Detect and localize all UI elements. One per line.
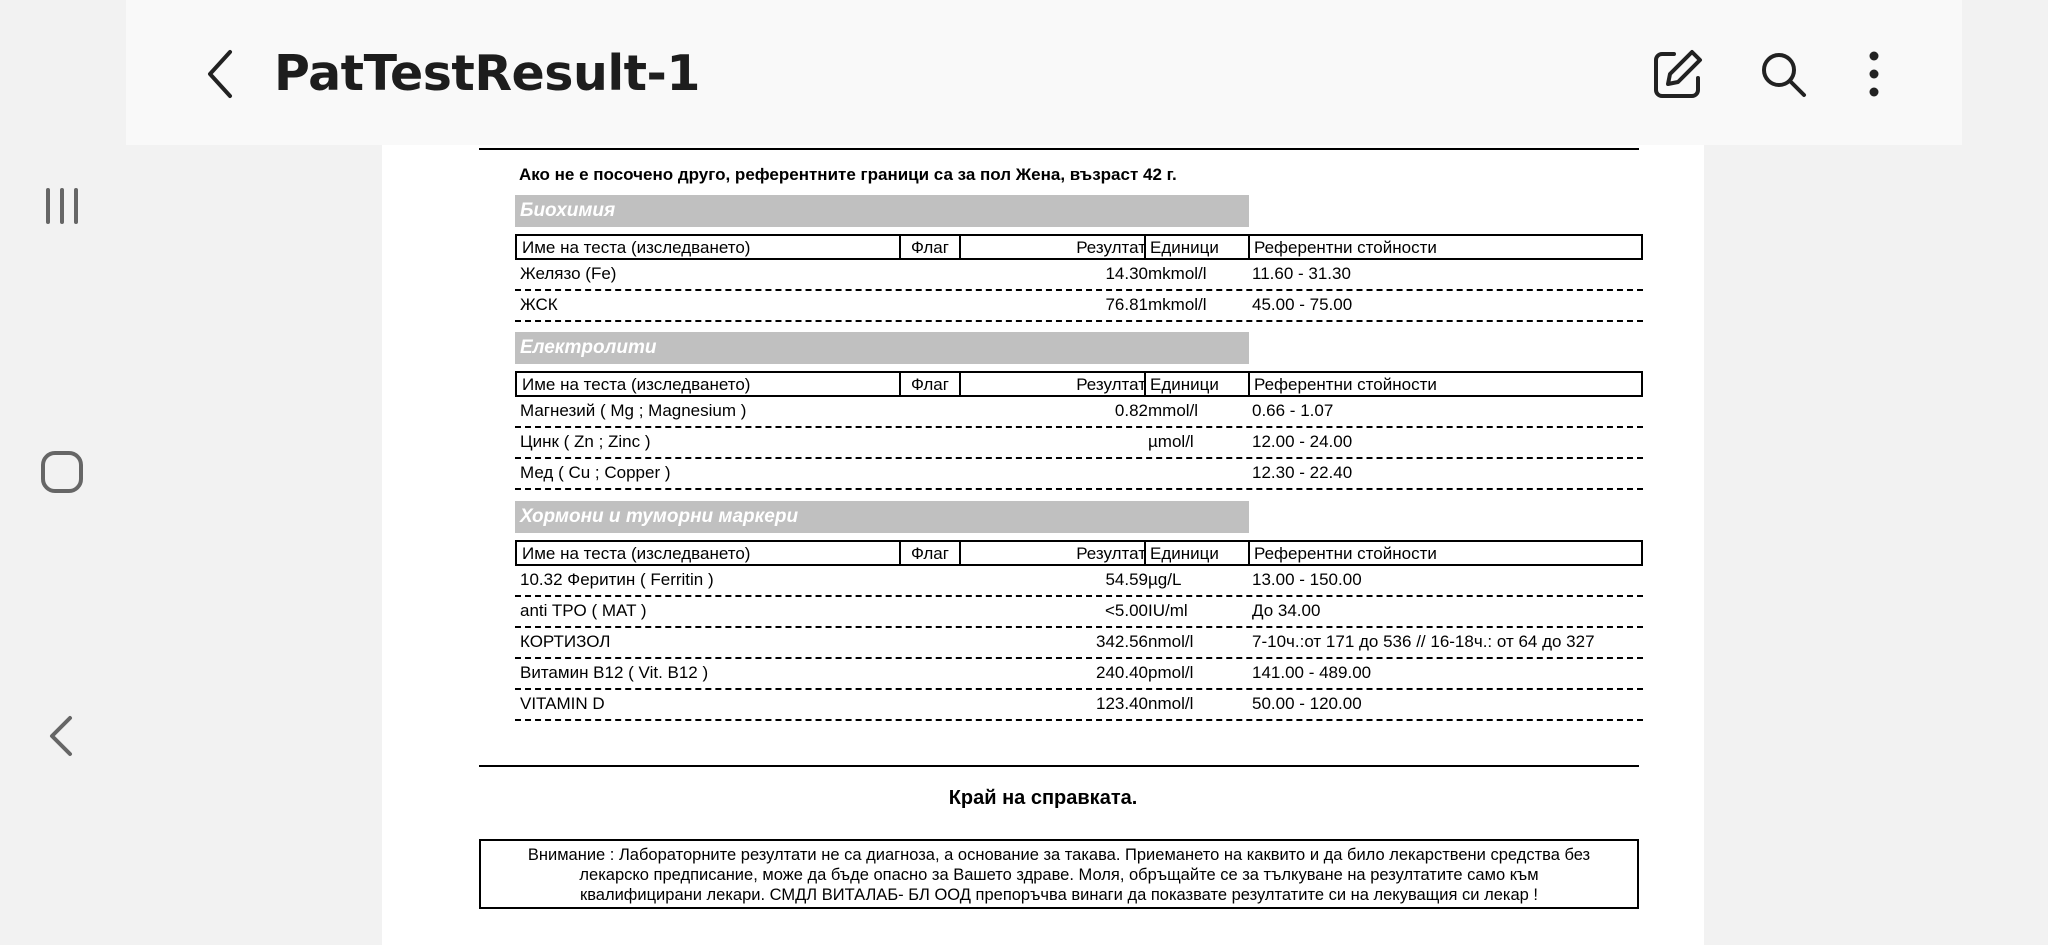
table-header [515,371,1643,397]
test-name-cell: Витамин B12 ( Vit. B12 ) [520,663,709,682]
home-button[interactable] [26,436,98,508]
unit-cell: mkmol/l [1148,264,1207,283]
column-divider [959,542,961,564]
result-cell: 0.82 [1114,401,1148,420]
col-header-flag: Флаг [911,544,949,563]
unit-cell: IU/ml [1148,601,1188,620]
reference-range-cell: 11.60 - 31.30 [1252,264,1351,283]
unit-cell: pmol/l [1148,663,1194,682]
col-header-result: Резултат [1076,544,1146,563]
col-header-result: Резултат [1076,238,1146,257]
test-name-cell: ЖСК [520,295,558,314]
table-row [515,260,1643,291]
bottom-rule [479,765,1639,767]
col-header-result: Резултат [1076,375,1146,394]
test-name-cell: Цинк ( Zn ; Zinc ) [520,432,651,451]
col-header-name: Име на теста (изследването) [522,238,751,257]
test-name-cell: Мед ( Cu ; Copper ) [520,463,671,482]
unit-cell: µmol/l [1148,432,1194,451]
system-nav-rail [0,0,126,945]
reference-range-cell: 12.00 - 24.00 [1252,432,1353,451]
section-title: Електролити [515,332,1249,364]
recent-apps-icon [40,184,84,228]
table-header [515,540,1643,566]
edit-button[interactable] [1640,36,1716,112]
unit-cell: mmol/l [1148,401,1199,420]
result-cell: <5.00 [1104,601,1148,620]
result-cell: 76.81 [1105,295,1148,314]
test-name-cell: VITAMIN D [520,694,605,713]
result-cell: 123.40 [1096,694,1148,713]
column-divider [899,542,901,564]
column-divider [959,236,961,258]
test-name-cell: anti TPO ( MAT ) [520,601,647,620]
column-divider [1248,236,1250,258]
column-divider [1144,542,1146,564]
top-rule [479,148,1639,150]
chevron-left-icon [200,46,240,102]
section-title: Биохимия [515,195,1249,227]
col-header-unit: Единици [1150,544,1219,563]
home-icon [38,448,86,496]
page-title: PatTestResult-1 [274,45,700,102]
reference-note: Ако не е посочено друго, референтните граници са за пол Жена, възраст 42 г. [519,165,1177,184]
table-header [515,234,1643,260]
more-options-button[interactable] [1836,36,1912,112]
col-header-name: Име на теста (изследването) [522,375,751,394]
reference-range-cell: 13.00 - 150.00 [1252,570,1362,589]
column-divider [1144,236,1146,258]
result-cell: 54.59 [1105,570,1148,589]
header-back-button[interactable] [184,38,256,110]
reference-range-cell: 0.66 - 1.07 [1252,401,1334,420]
col-header-ref: Референтни стойности [1254,375,1437,394]
report-end-title: Край на справката. [948,787,1138,809]
col-header-ref: Референтни стойности [1254,238,1437,257]
reference-range-cell: 50.00 - 120.00 [1252,694,1362,713]
section-title: Хормони и туморни маркери [515,501,1249,533]
reference-range-cell: 7-10ч.:от 171 до 536 // 16-18ч.: от 64 до 327 [1252,632,1595,651]
unit-cell: nmol/l [1148,632,1194,651]
reference-range-cell: До 34.00 [1252,601,1321,620]
column-divider [899,236,901,258]
search-icon [1757,48,1809,100]
column-divider [1248,373,1250,395]
app-header [126,0,1962,145]
col-header-unit: Единици [1150,375,1219,394]
test-name-cell: Магнезий ( Mg ; Magnesium ) [520,401,747,420]
column-divider [1144,373,1146,395]
table-row [515,659,1643,690]
result-cell: 342.56 [1096,632,1148,651]
col-header-ref: Референтни стойности [1254,544,1437,563]
table-row [515,459,1643,490]
reference-range-cell: 45.00 - 75.00 [1252,295,1353,314]
table-row [515,428,1643,459]
system-back-button[interactable] [26,700,98,772]
disclaimer-line: лекарско предписание, може да бъде опасно за Вашето здраве. Моля, обръщайте се за тълкуване на резултатите само към [579,866,1539,884]
table-row [515,628,1643,659]
column-divider [899,373,901,395]
col-header-unit: Единици [1150,238,1219,257]
back-icon [42,712,82,760]
reference-range-cell: 12.30 - 22.40 [1252,463,1353,482]
search-button[interactable] [1745,36,1821,112]
unit-cell: mkmol/l [1148,295,1207,314]
table-row [515,690,1643,721]
disclaimer-line: квалифицирани лекари. СМДЛ ВИТАЛАБ- БЛ ООД препоръчва винаги да показвате резултатите си на лекуващия си лекар ! [579,886,1538,904]
test-name-cell: Желязо (Fe) [520,264,617,283]
column-divider [959,373,961,395]
disclaimer-box [479,839,1639,909]
reference-range-cell: 141.00 - 489.00 [1252,663,1372,682]
col-header-flag: Флаг [911,375,949,394]
document-page[interactable] [382,145,1704,945]
col-header-flag: Флаг [911,238,949,257]
table-row [515,566,1643,597]
lab-report [382,145,1704,945]
table-row [515,397,1643,428]
recent-apps-button[interactable] [26,170,98,242]
unit-cell: µg/L [1148,570,1182,589]
test-name-cell: 10.32 Феритин ( Ferritin ) [520,570,714,589]
test-name-cell: КОРТИЗОЛ [520,632,611,651]
table-row [515,597,1643,628]
col-header-name: Име на теста (изследването) [522,544,751,563]
edit-icon [1652,48,1704,100]
result-cell: 14.30 [1105,264,1148,283]
column-divider [1248,542,1250,564]
more-vertical-icon [1864,48,1884,100]
table-row [515,291,1643,322]
disclaimer-line: Внимание : Лабораторните резултати не са диагноза, а основание за такава. Приемането на каквито и да било лекарствени средства без [527,846,1591,864]
result-cell: 240.40 [1096,663,1148,682]
unit-cell: nmol/l [1148,694,1194,713]
